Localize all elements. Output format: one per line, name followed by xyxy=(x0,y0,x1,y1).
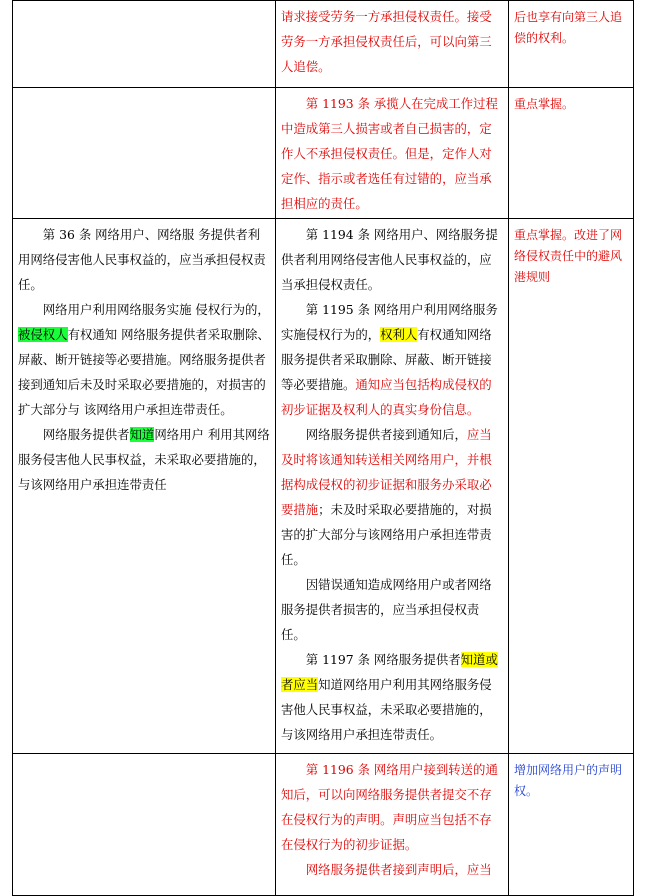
old-law-cell xyxy=(13,219,276,754)
table-row xyxy=(13,88,634,219)
paragraph-text: 网络用户 利用其网络服务侵害他人民事权益，未采取必要措施的，与该网络用户承担连带责任 xyxy=(18,427,270,492)
article-1196-p1: 第 1196 条 网络用户接到转送的通知后，可以向网络服务提供者提交不存在侵权行为的声明。声明应当包括不存在侵权行为的初步证据。 xyxy=(281,762,498,852)
comparison-table xyxy=(12,0,634,896)
article-1194-text: 第 1194 条 网络用户、网络服务提供者利用网络侵害他人民事权益的，应当承担侵权责任。 xyxy=(281,227,498,292)
new-law-cell xyxy=(276,88,509,219)
note-cell xyxy=(509,219,634,754)
table-row xyxy=(13,1,634,88)
note-text: 重点掌握。 xyxy=(514,97,575,111)
highlight-know-or-should: 知道或者应当 xyxy=(281,652,498,692)
paragraph-text: 网络用户利用网络服务实施 侵权行为的， xyxy=(42,302,270,317)
old-law-cell xyxy=(13,754,276,896)
article-1197-text xyxy=(281,647,503,747)
paragraph-text: 知道网络用户利用其网络服务侵害他人民事权益，未采取必要措施的，与该网络用户承担连带责任。 xyxy=(281,677,492,742)
article-1196-p2: 网络服务提供者接到声明后，应当 xyxy=(305,862,492,877)
note-cell xyxy=(509,754,634,896)
paragraph-text: 有权通知网络服务提供者采取删除、屏蔽、断开链接等必要措施。 xyxy=(281,327,492,392)
paragraph-text: 有权通知 网络服务提供者采取删除、屏蔽、断开链接等必要措施。网络服务提供者接到通知后未及时采取必要措施的，对损害的扩大部分与 该网络用户承担连带责任。 xyxy=(18,327,270,417)
paragraph-text: ；未及时采取必要措施的，对损害的扩大部分与该网络用户承担连带责任。 xyxy=(281,502,492,567)
new-law-cell xyxy=(276,219,509,754)
article-1195-p3: 因错误通知造成网络用户或者网络服务提供者损害的，应当承担侵权责任。 xyxy=(281,577,492,642)
highlight-know: 知道 xyxy=(129,427,155,442)
note-cell xyxy=(509,1,634,88)
old-law-cell xyxy=(13,88,276,219)
note-cell xyxy=(509,88,634,219)
paragraph-text: 第 1197 条 网络服务提供者 xyxy=(305,652,461,667)
paragraph-text: 第 1195 条 网络用户利用网络服务实施侵权行为的， xyxy=(281,302,498,342)
note-text: 重点掌握。改进了网络侵权责任中的避风港规则 xyxy=(514,228,623,284)
article-1193-text: 第 1193 条 承揽人在完成工作过程中造成第三人损害或者自己损害的，定作人不承担侵权责任。但是，定作人对定作、指示或者选任有过错的，应当承担相应的责任。 xyxy=(281,96,498,211)
article-36-p1: 第 36 条 网络用户、网络服 务提供者利用网络侵害他人民事权益的，应当承担侵权责任。 xyxy=(18,227,266,292)
paragraph-text: 网络服务提供者接到通知后， xyxy=(305,427,467,442)
note-text: 增加网络用户的声明权。 xyxy=(514,763,623,798)
highlight-right-holder: 权利人 xyxy=(380,327,418,342)
article-1195-p2 xyxy=(281,422,503,572)
article-text: 请求接受劳务一方承担侵权责任。接受劳务一方承担侵权责任后，可以向第三人追偿。 xyxy=(281,9,492,74)
note-text: 后也享有向第三人追偿的权利。 xyxy=(514,10,623,45)
table-row xyxy=(13,754,634,896)
new-law-cell xyxy=(276,1,509,88)
article-36-p3 xyxy=(18,422,270,497)
article-36-p2 xyxy=(18,297,270,422)
paragraph-text: 网络服务提供者 xyxy=(42,427,130,442)
paragraph-red-text: 通知应当包括构成侵权的初步证据及权利人的真实身份信息。 xyxy=(281,377,492,417)
paragraph-red-text: 应当及时将该通知转送相关网络用户，并根据构成侵权的初步证据和服务办采取必要措施 xyxy=(281,427,492,517)
old-law-cell xyxy=(13,1,276,88)
article-1195-p1 xyxy=(281,297,503,422)
new-law-cell xyxy=(276,754,509,896)
table-row xyxy=(13,219,634,754)
highlight-victim: 被侵权人 xyxy=(18,327,68,342)
